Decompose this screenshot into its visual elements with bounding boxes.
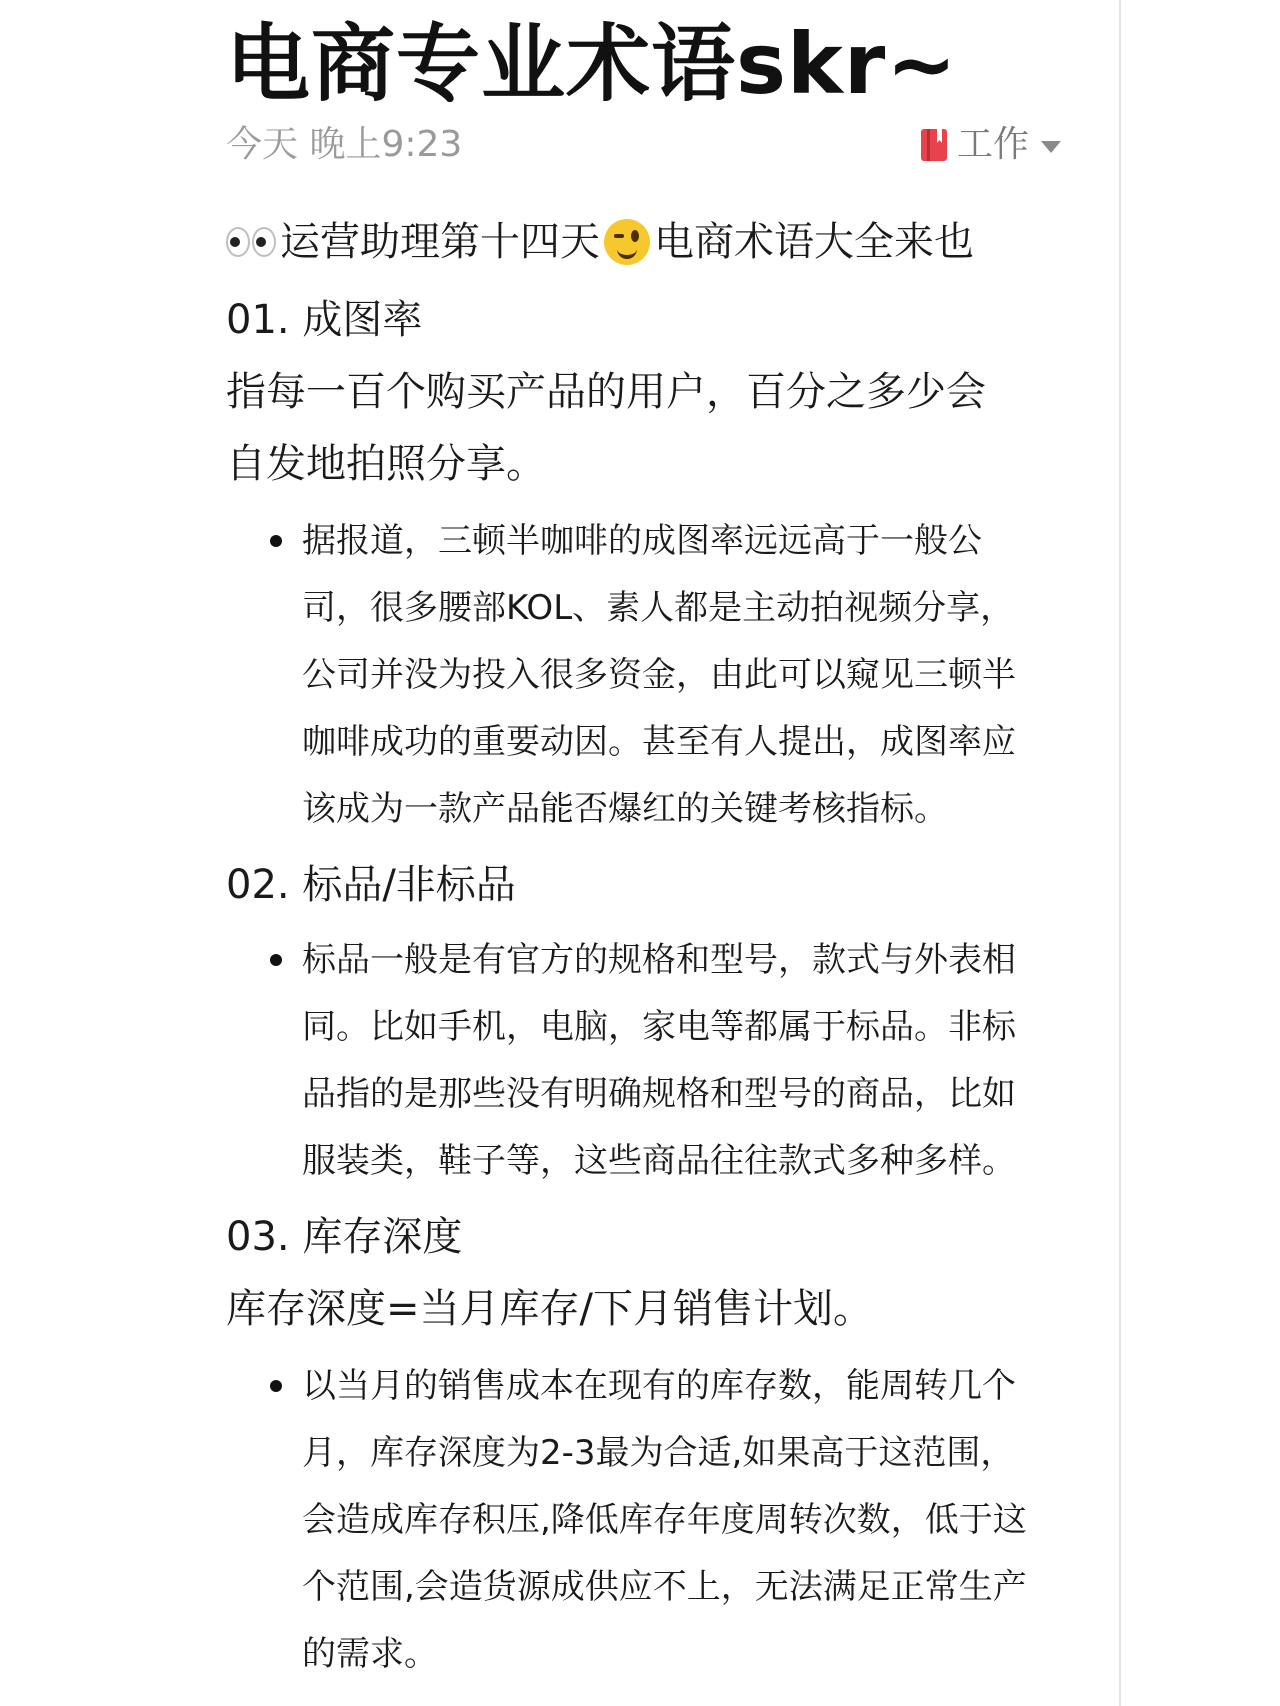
paragraph-line: 库存深度=当月库存/下月销售计划。 bbox=[226, 1286, 873, 1332]
bullet-dot-icon bbox=[270, 1380, 282, 1392]
bullet-line: 据报道，三顿半咖啡的成图率远远高于一般公 bbox=[302, 521, 982, 561]
bullet-line: 品指的是那些没有明确规格和型号的商品，比如 bbox=[302, 1074, 1016, 1114]
paragraph-line: 指每一百个购买产品的用户，百分之多少会 bbox=[226, 369, 986, 415]
notebook-label: 工作 bbox=[956, 124, 1029, 165]
eyes-emoji-icon bbox=[226, 227, 276, 257]
intro-text-b: 电商术语大全来也 bbox=[654, 219, 974, 265]
bullet-line: 以当月的销售成本在现有的库存数，能周转几个 bbox=[302, 1366, 1016, 1406]
bullet-line: 会造成库存积压,降低库存年度周转次数，低于这 bbox=[302, 1500, 1027, 1540]
bullet-line: 个范围,会造货源成供应不上，无法满足正常生产 bbox=[302, 1567, 1027, 1607]
note-body[interactable] bbox=[226, 206, 1066, 1688]
note-meta-row bbox=[226, 120, 1061, 170]
note-date: 今天 晚上9:23 bbox=[226, 124, 463, 165]
bullet-line: 该成为一款产品能否爆红的关键考核指标。 bbox=[302, 789, 948, 829]
list-item bbox=[226, 508, 1066, 843]
bullet-list-02 bbox=[226, 927, 1066, 1195]
bullet-line: 月，库存深度为2-3最为合适,如果高于这范围， bbox=[302, 1433, 1015, 1473]
intro-line bbox=[226, 206, 1066, 278]
list-item bbox=[226, 927, 1066, 1195]
chevron-down-icon bbox=[1041, 141, 1061, 153]
bullet-line: 同。比如手机，电脑，家电等都属于标品。非标 bbox=[302, 1007, 1016, 1047]
notebook-icon bbox=[919, 127, 949, 163]
bullet-line: 服装类，鞋子等，这些商品往往款式多种多样。 bbox=[302, 1141, 1016, 1181]
list-item bbox=[226, 1353, 1066, 1688]
intro-text-a: 运营助理第十四天 bbox=[280, 219, 600, 265]
bullet-line: 司，很多腰部KOL、素人都是主动拍视频分享， bbox=[302, 588, 1015, 628]
bullet-list-01 bbox=[226, 508, 1066, 843]
section-paragraph-03 bbox=[226, 1273, 1066, 1345]
paragraph-line: 自发地拍照分享。 bbox=[226, 441, 546, 487]
section-heading-03: 03. 库存深度 bbox=[226, 1214, 463, 1260]
bullet-line: 的需求。 bbox=[302, 1634, 438, 1674]
bullet-line: 咖啡成功的重要动因。甚至有人提出，成图率应 bbox=[302, 722, 1016, 762]
bullet-dot-icon bbox=[270, 954, 282, 966]
section-heading-01: 01. 成图率 bbox=[226, 297, 423, 343]
bullet-dot-icon bbox=[270, 535, 282, 547]
bullet-line: 标品一般是有官方的规格和型号，款式与外表相 bbox=[302, 940, 1016, 980]
winking-face-emoji-icon bbox=[604, 219, 650, 265]
notebook-selector[interactable] bbox=[919, 120, 1061, 170]
section-heading-02: 02. 标品/非标品 bbox=[226, 862, 516, 908]
section-paragraph-01 bbox=[226, 356, 1066, 500]
page-edge-divider bbox=[1119, 0, 1121, 1706]
bullet-list-03 bbox=[226, 1353, 1066, 1688]
note-title[interactable]: 电商专业术语skr~ bbox=[226, 15, 958, 113]
bullet-line: 公司并没为投入很多资金，由此可以窥见三顿半 bbox=[302, 655, 1016, 695]
